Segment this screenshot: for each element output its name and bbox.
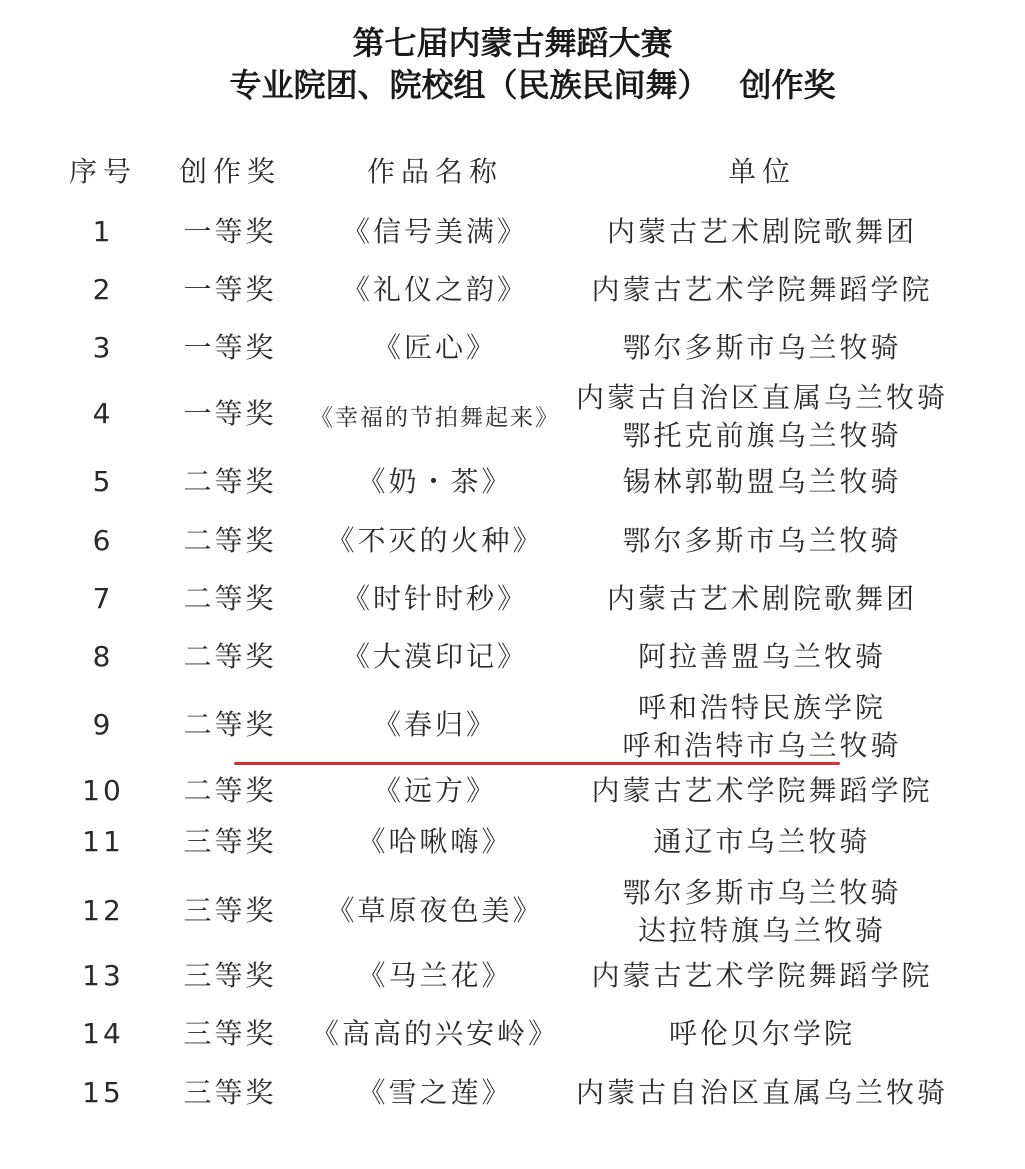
row-award: 二等奖 <box>183 582 277 615</box>
row-unit <box>572 271 952 309</box>
row-work: 《远方》 <box>372 774 497 807</box>
row-unit <box>572 1074 952 1112</box>
row-seq: 6 <box>92 524 114 557</box>
row-work: 《幸福的节拍舞起来》 <box>310 405 560 431</box>
row-work: 《信号美满》 <box>341 215 528 248</box>
unit-line: 内蒙古艺术剧院歌舞团 <box>606 582 917 615</box>
row-work: 《草原夜色美》 <box>326 894 544 927</box>
title-line-1: 第七届内蒙古舞蹈大赛 <box>352 24 673 62</box>
row-award: 二等奖 <box>183 465 277 498</box>
row-unit <box>572 957 952 995</box>
row-unit <box>572 522 952 560</box>
row-unit <box>572 638 952 676</box>
row-award: 三等奖 <box>183 825 277 858</box>
row-unit <box>572 379 952 455</box>
row-work: 《大漠印记》 <box>341 640 528 673</box>
row-seq: 14 <box>82 1017 124 1050</box>
unit-line: 内蒙古自治区直属乌兰牧骑 <box>575 1076 948 1109</box>
row-award: 三等奖 <box>183 894 277 927</box>
row-seq: 9 <box>92 708 114 741</box>
row-unit <box>572 463 952 501</box>
row-seq: 5 <box>92 465 114 498</box>
unit-line: 锡林郭勒盟乌兰牧骑 <box>622 465 902 498</box>
row-seq: 7 <box>92 582 114 615</box>
row-work: 《哈啾嗨》 <box>357 825 513 858</box>
unit-line: 阿拉善盟乌兰牧骑 <box>637 640 886 673</box>
row-seq: 8 <box>92 640 114 673</box>
row-work: 《不灭的火种》 <box>326 524 544 557</box>
unit-line: 内蒙古艺术学院舞蹈学院 <box>591 273 933 306</box>
row-work: 《雪之莲》 <box>357 1076 513 1109</box>
header-seq: 序号 <box>68 155 137 188</box>
unit-line: 呼伦贝尔学院 <box>668 1017 855 1050</box>
row-unit <box>572 772 952 810</box>
row-award: 一等奖 <box>183 331 277 364</box>
unit-line: 内蒙古艺术学院舞蹈学院 <box>591 774 933 807</box>
row-unit <box>572 213 952 251</box>
title-line-2-main: 专业院团、院校组（民族民间舞） <box>229 66 710 104</box>
row-award: 三等奖 <box>183 959 277 992</box>
unit-line: 内蒙古艺术学院舞蹈学院 <box>591 959 933 992</box>
row-award: 三等奖 <box>183 1076 277 1109</box>
header-work: 作品名称 <box>366 155 503 188</box>
unit-line: 鄂尔多斯市乌兰牧骑 <box>622 331 902 364</box>
row-unit <box>572 823 952 861</box>
highlight-underline <box>234 762 840 765</box>
row-unit <box>572 580 952 618</box>
row-award: 二等奖 <box>183 524 277 557</box>
row-seq: 1 <box>92 215 114 248</box>
row-award: 一等奖 <box>183 273 277 306</box>
row-seq: 15 <box>82 1076 124 1109</box>
row-work: 《礼仪之韵》 <box>341 273 528 306</box>
row-work: 《时针时秒》 <box>341 582 528 615</box>
unit-line: 内蒙古自治区直属乌兰牧骑 <box>575 381 948 414</box>
row-work: 《匠心》 <box>372 331 497 364</box>
row-unit <box>572 874 952 950</box>
row-seq: 11 <box>82 825 124 858</box>
title-line-2-suffix: 创作奖 <box>739 66 836 104</box>
row-award: 二等奖 <box>183 640 277 673</box>
unit-line: 鄂尔多斯市乌兰牧骑 <box>622 524 902 557</box>
header-unit: 单位 <box>727 155 796 188</box>
row-seq: 12 <box>82 894 124 927</box>
unit-line: 通辽市乌兰牧骑 <box>653 825 871 858</box>
row-unit <box>572 689 952 765</box>
unit-line: 鄂托克前旗乌兰牧骑 <box>622 419 902 452</box>
unit-line: 鄂尔多斯市乌兰牧骑 <box>622 876 902 909</box>
title-line-2 <box>0 64 1025 106</box>
row-work: 《春归》 <box>372 708 497 741</box>
unit-line: 内蒙古艺术剧院歌舞团 <box>606 215 917 248</box>
row-seq: 3 <box>92 331 114 364</box>
row-seq: 10 <box>82 774 124 807</box>
unit-line: 呼和浩特市乌兰牧骑 <box>622 729 902 762</box>
row-award: 二等奖 <box>183 708 277 741</box>
row-unit <box>572 1015 952 1053</box>
document-title <box>0 22 1025 106</box>
row-award: 三等奖 <box>183 1017 277 1050</box>
row-work: 《奶・茶》 <box>357 465 513 498</box>
unit-line: 呼和浩特民族学院 <box>637 691 886 724</box>
unit-line: 达拉特旗乌兰牧骑 <box>637 914 886 947</box>
row-unit <box>572 329 952 367</box>
row-work: 《高高的兴安岭》 <box>310 1017 559 1050</box>
row-seq: 2 <box>92 273 114 306</box>
row-award: 二等奖 <box>183 774 277 807</box>
header-award: 创作奖 <box>178 155 281 188</box>
row-award: 一等奖 <box>183 215 277 248</box>
row-seq: 13 <box>82 959 124 992</box>
row-work: 《马兰花》 <box>357 959 513 992</box>
row-seq: 4 <box>92 397 114 430</box>
row-award: 一等奖 <box>183 397 277 430</box>
